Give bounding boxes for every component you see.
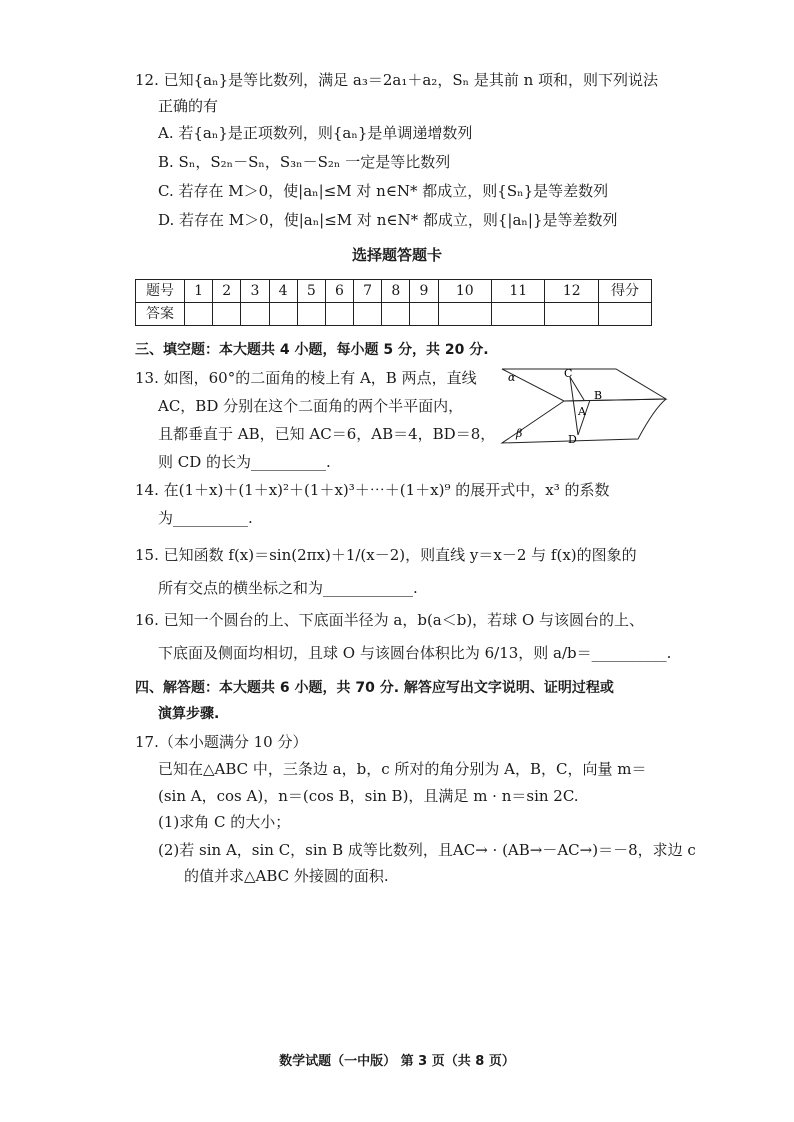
segment-ac <box>570 377 584 400</box>
q16-line2: 下底面及侧面均相切，且球 O 与该圆台体积比为 6/13，则 a/b＝__________. <box>158 644 672 662</box>
dihedral-angle-figure <box>498 365 668 447</box>
q12-option-c: C. 若存在 M＞0，使|aₙ|≤M 对 n∈N* 都成立，则{Sₙ}是等差数列 <box>158 182 609 200</box>
question-number-cell: 2 <box>213 280 241 303</box>
q13-line3: 且都垂直于 AB，已知 AC＝6，AB＝4，BD＝8， <box>158 425 496 443</box>
score-label-cell: 得分 <box>599 280 652 303</box>
score-cell[interactable] <box>599 303 652 326</box>
q12-option-a: A. 若{aₙ}是正项数列，则{aₙ}是单调递增数列 <box>158 124 473 142</box>
section4-heading-line2: 演算步骤. <box>158 706 220 722</box>
q17-title: 17.（本小题满分 10 分） <box>135 733 308 751</box>
q17-line2: (sin A，cos A)，n＝(cos B，sin B)，且满足 m · n＝sin 2C. <box>158 787 579 805</box>
label-d: D <box>568 433 577 446</box>
answer-cell[interactable] <box>297 303 325 326</box>
section4-heading-line1: 四、解答题：本大题共 6 小题，共 70 分. 解答应写出文字说明、证明过程或 <box>135 680 614 696</box>
answer-cell[interactable] <box>185 303 213 326</box>
answer-card-answer-row <box>136 303 652 326</box>
q13-line1: 13. 如图，60°的二面角的棱上有 A，B 两点，直线 <box>135 369 477 387</box>
question-number-cell: 4 <box>269 280 297 303</box>
answer-cell[interactable] <box>213 303 241 326</box>
question-number-cell: 3 <box>241 280 269 303</box>
answer-card-number-row <box>136 280 652 303</box>
question-number-cell: 12 <box>545 280 599 303</box>
question-number-cell: 7 <box>354 280 382 303</box>
answer-cell[interactable] <box>241 303 269 326</box>
q14-line2: 为__________. <box>158 509 253 527</box>
question-number-cell: 5 <box>297 280 325 303</box>
segment-cd <box>570 377 578 435</box>
question-number-cell: 9 <box>410 280 438 303</box>
q12-stem-line2: 正确的有 <box>158 97 219 115</box>
q14-line1: 14. 在(1＋x)＋(1＋x)²＋(1＋x)³＋⋯＋(1＋x)⁹ 的展开式中，x³ 的系数 <box>135 481 610 499</box>
q15-line2: 所有交点的横坐标之和为____________. <box>158 579 418 597</box>
label-c: C <box>564 367 573 380</box>
q12-stem-line1: 12. 已知{aₙ}是等比数列，满足 a₃＝2a₁＋a₂，Sₙ 是其前 n 项和，则下列说法 <box>135 71 659 89</box>
question-number-cell: 8 <box>382 280 410 303</box>
answer-cell[interactable] <box>382 303 410 326</box>
section3-heading: 三、填空题：本大题共 4 小题，每小题 5 分，共 20 分. <box>135 342 489 358</box>
question-number-cell: 1 <box>185 280 213 303</box>
q12-option-d: D. 若存在 M＞0，使|aₙ|≤M 对 n∈N* 都成立，则{|aₙ|}是等差数列 <box>158 211 618 229</box>
q13-line4: 则 CD 的长为__________. <box>158 453 331 471</box>
question-number-cell: 10 <box>438 280 491 303</box>
question-number-cell: 6 <box>325 280 353 303</box>
label-beta: β <box>516 427 523 440</box>
answer-cell[interactable] <box>269 303 297 326</box>
label-alpha: α <box>508 371 516 384</box>
q17-part1: (1)求角 C 的大小； <box>158 813 291 831</box>
label-a: A <box>578 405 586 418</box>
label-b: B <box>594 389 603 402</box>
q17-part2-line2: 的值并求△ABC 外接圆的面积. <box>184 867 389 885</box>
answer-cell[interactable] <box>354 303 382 326</box>
question-number-cell: 11 <box>492 280 545 303</box>
row-label-number: 题号 <box>136 280 185 303</box>
edge-line <box>564 399 666 401</box>
q12-option-b: B. Sₙ，S₂ₙ－Sₙ，S₃ₙ－S₂ₙ 一定是等比数列 <box>158 153 451 171</box>
answer-cell[interactable] <box>438 303 491 326</box>
q17-part2-line1: (2)若 sin A，sin C，sin B 成等比数列，且AC→ · (AB→－AC→)＝－8，求边 c <box>158 841 696 859</box>
answer-card-title: 选择题答题卡 <box>351 246 442 264</box>
q15-line1: 15. 已知函数 f(x)＝sin(2πx)＋1/(x－2)，则直线 y＝x－2 与 f(x)的图象的 <box>135 546 637 564</box>
q16-line1: 16. 已知一个圆台的上、下底面半径为 a，b(a＜b)，若球 O 与该圆台的上、 <box>135 611 645 629</box>
row-label-answer: 答案 <box>136 303 185 326</box>
q13-line2: AC，BD 分别在这个二面角的两个半平面内， <box>158 397 464 415</box>
plane-alpha-outline <box>502 369 666 401</box>
answer-cell[interactable] <box>545 303 599 326</box>
answer-cell[interactable] <box>492 303 545 326</box>
answer-cell[interactable] <box>325 303 353 326</box>
q17-line1: 已知在△ABC 中，三条边 a，b，c 所对的角分别为 A，B，C，向量 m＝ <box>158 760 647 778</box>
answer-cell[interactable] <box>410 303 438 326</box>
page-footer: 数学试题（一中版） 第 3 页（共 8 页） <box>279 1054 515 1069</box>
answer-card-table <box>135 279 652 326</box>
